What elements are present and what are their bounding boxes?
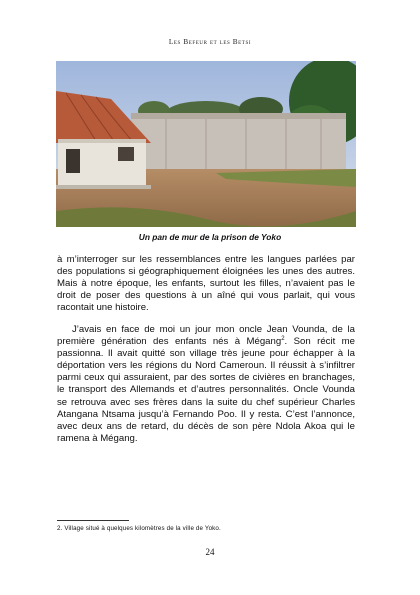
paragraph-2	[57, 324, 355, 445]
paragraph-1: à m’interroger sur les ressemblances entre les langues parlées par des populations si géographiquement éloignées les unes des autres. Mais à notre époque, les enfants, surtout les filles, n’avaient pas le droit de poser des questions à un aîné qui vous parlait, qui vous racontait une histoire.	[57, 254, 355, 314]
photo-illustration	[56, 61, 356, 227]
footnote: 2. Village situé à quelques kilomètres de la ville de Yoko.	[57, 525, 221, 532]
paragraph-2-text-end: . Son récit me passionna. Il avait quitté son village très jeune pour échapper à la déportation vers les régions du Nord Cameroun. Il réussit à s’infiltrer parmi ceux qui assuraient, par des sortes de civières en branchages, le transport des Allemands et d’autres personnalités. Oncle Vounda se retrouva avec ses frères dans la suite du chef supérieur Charles Atangana Ntsama jusqu’à Fernando Poo. Il y resta. C’est l’annonce, avec deux ans de retard, du décès de son père Ndola Akoa qui le ramena à Mégang.	[57, 336, 356, 444]
page-number: 24	[205, 547, 215, 557]
footnote-reference: 2	[281, 335, 285, 342]
prison-wall-photo	[56, 61, 356, 227]
running-head: Les Befeur et les Betsi	[168, 38, 252, 46]
paragraph-2-text-start: J’avais en face de moi un jour mon oncle Jean Vounda, de la première génération des enfants nés à Mégang	[57, 324, 355, 348]
footnote-divider	[57, 520, 129, 521]
figure-caption: Un pan de mur de la prison de Yoko	[138, 232, 282, 242]
